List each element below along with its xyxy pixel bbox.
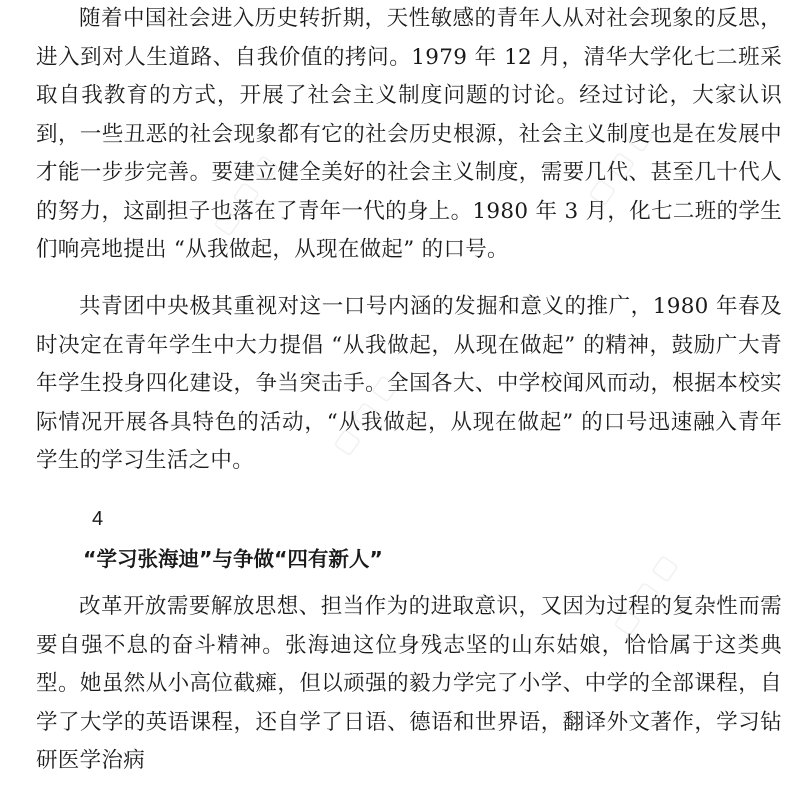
watermark: ▢ ▢ ▢ (606, 549, 684, 641)
watermark: ▢ ▢ ▢ (581, 119, 659, 211)
document-page (36, 0, 782, 800)
section-title: “学习张海迪”与争做“四有新人” (83, 547, 383, 571)
section-number: 4 (92, 508, 104, 530)
watermark: ▢ ▢ ▢ (206, 149, 284, 241)
paragraph-3: 改革开放需要解放思想、担当作为的进取意识，又因为过程的复杂性而需要自强不息的奋斗精神。张海迪这位身残志坚的山东姑娘，恰恰属于这类典型。她虽然从小高位截瘫，但以顽强的毅力学完了小学、中学的全部课程，自学了大学的英语课程，还自学了日语、德语和世界语，翻译外文著作，学习钻研医学治病 (36, 594, 782, 773)
watermark: ▢ ▢ ▢ (326, 369, 404, 461)
paragraph-1: 随着中国社会进入历史转折期，天性敏感的青年人从对社会现象的反思，进入到对人生道路、自我价值的拷问。1979 年 12 月，清华大学化七二班采取自我教育的方式，开展了社会主义制度问题的讨论。经过讨论，大家认识到，一些丑恶的社会现象都有它的社会历史根源，社会主义制度也是在发展中才能一步步完善。要建立健全美好的社会主义制度，需要几代、甚至几十代人的努力，这副担子也落在了青年一代的身上。1980 年 3 月，化七二班的学生们响亮地提出 “从我做起，从现在做起” 的口号。 (36, 6, 782, 262)
paragraph-2: 共青团中央极其重视对这一口号内涵的发掘和意义的推广，1980 年春及时决定在青年学生中大力提倡 “从我做起，从现在做起” 的精神，鼓励广大青年学生投身四化建设，争当突击手。全国各大、中学校闻风而动，根据本校实际情况开展各具特色的活动，“从我做起，从现在做起” 的口号迅速融入青年学生的学习生活之中。 (36, 294, 782, 473)
